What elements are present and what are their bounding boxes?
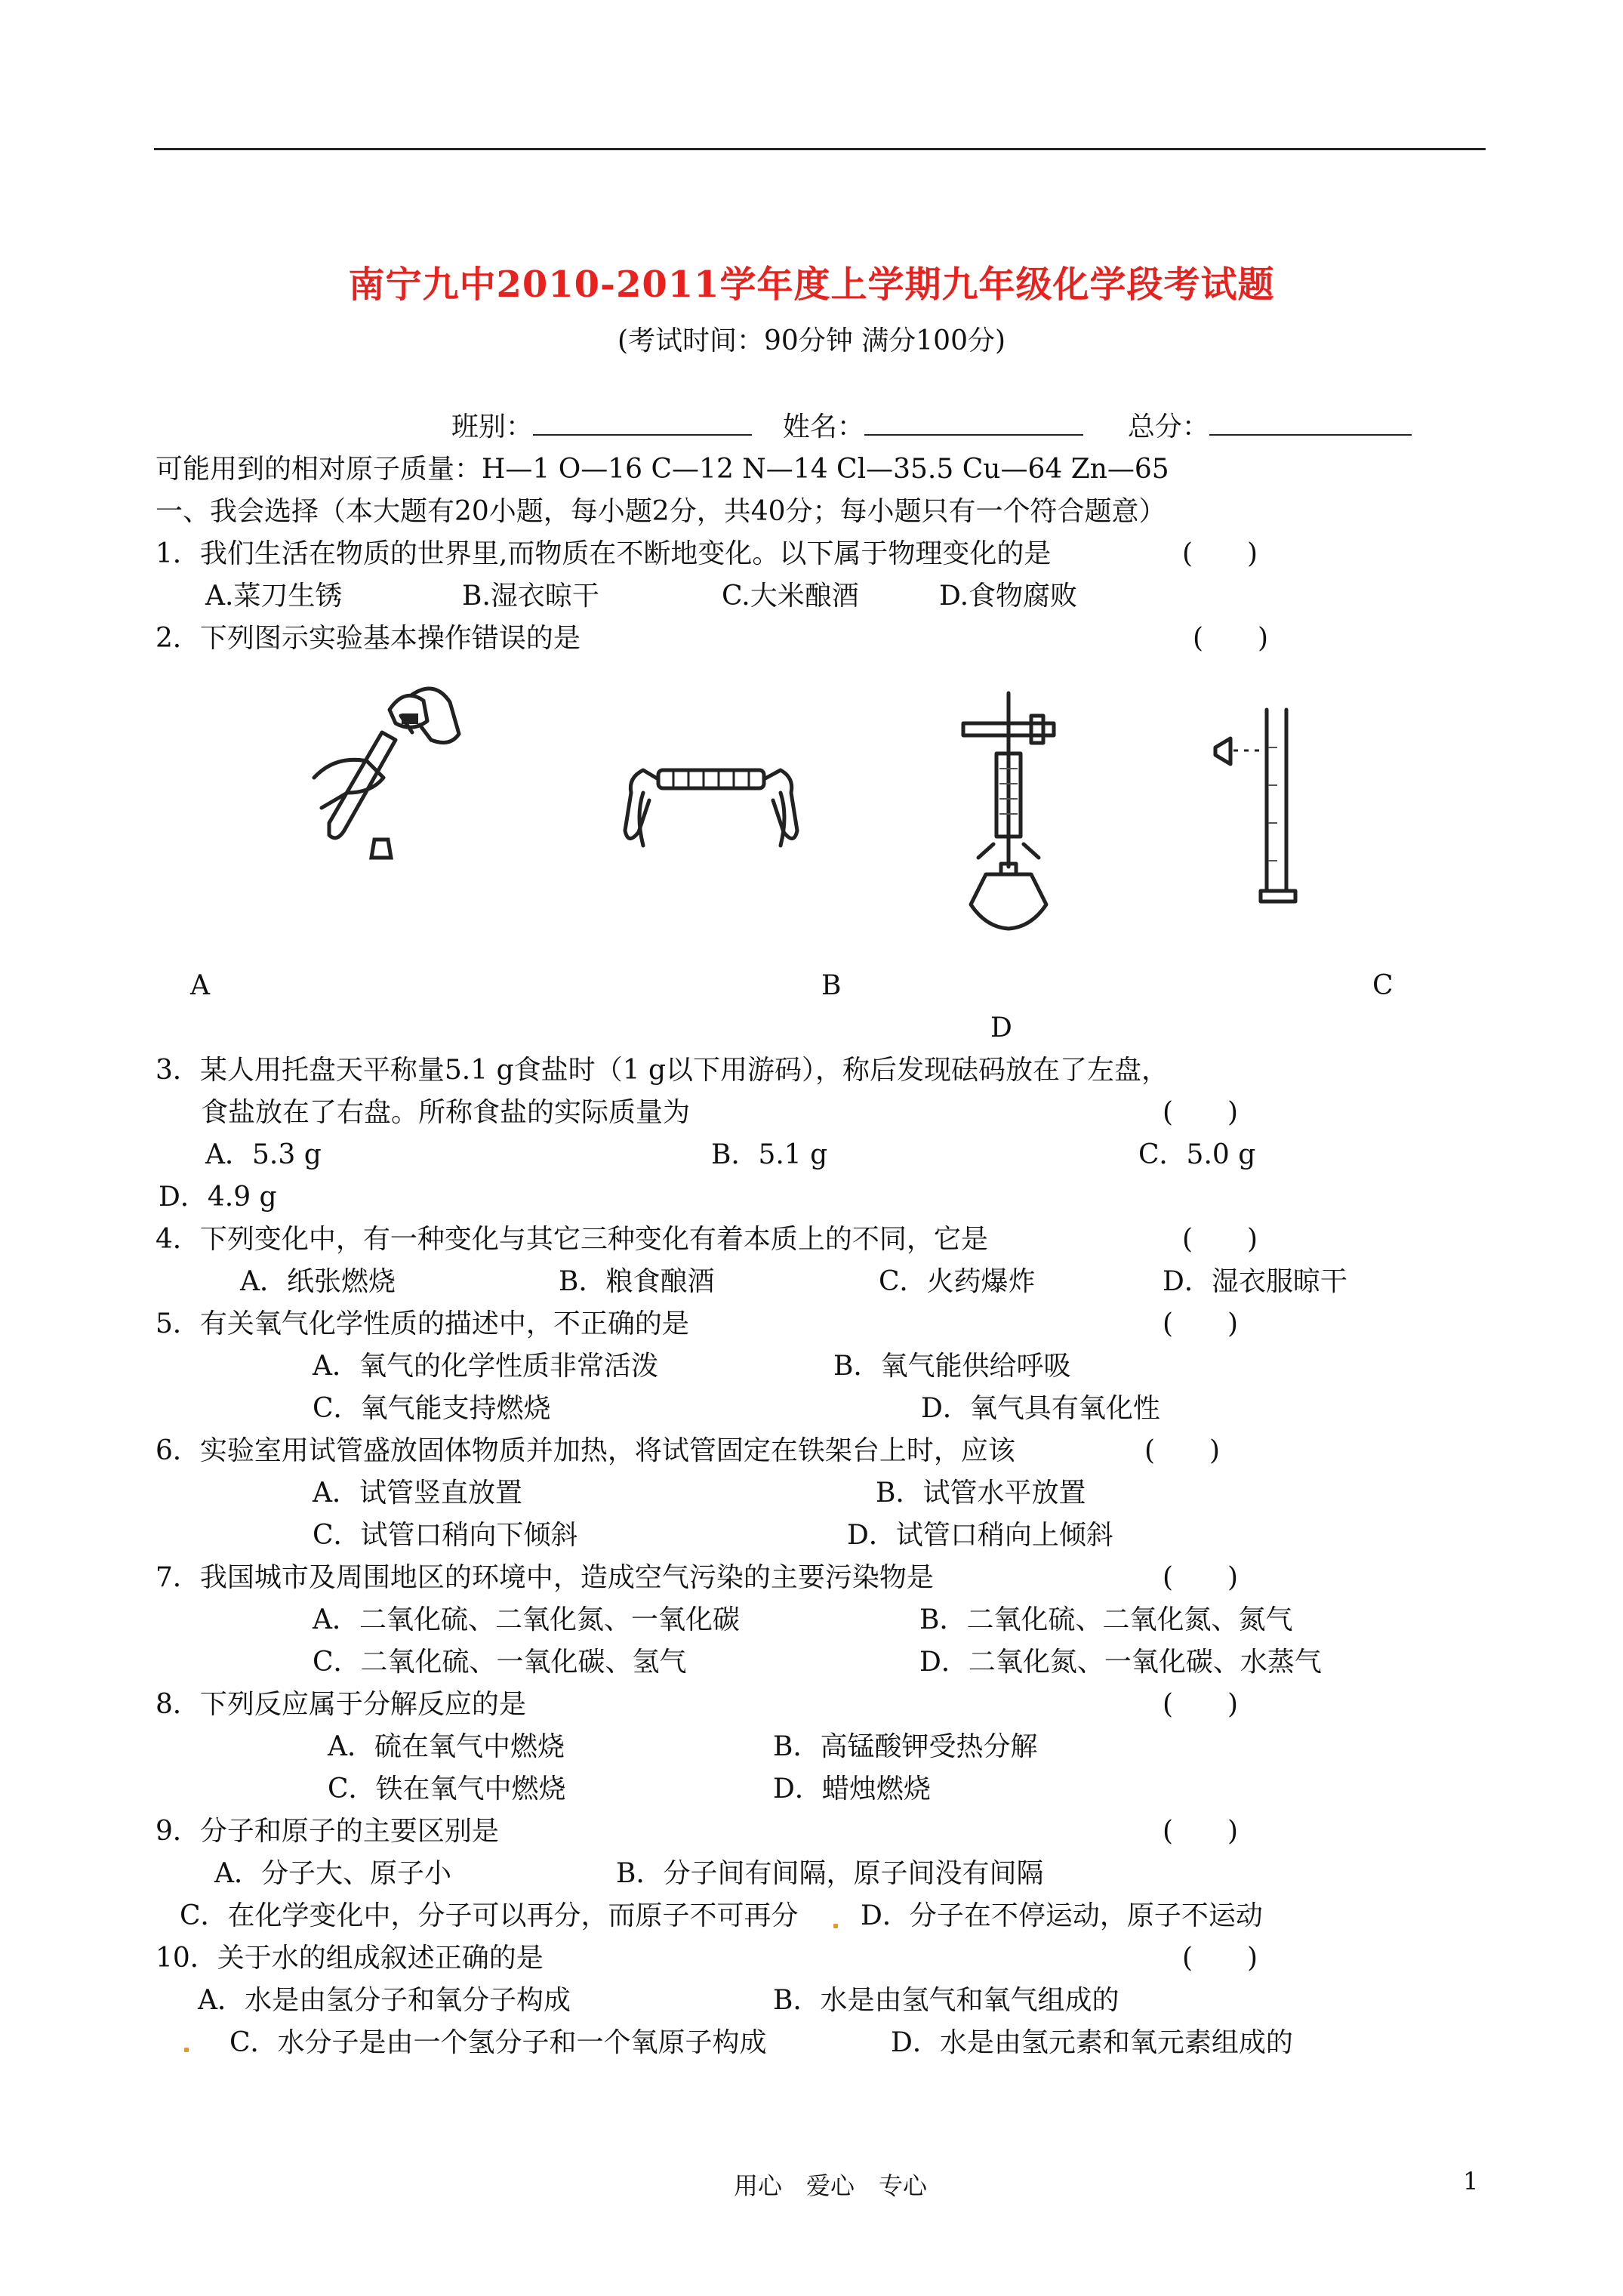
stray-mark [184, 2048, 189, 2052]
q4-answer-paren: ( ) [1182, 1224, 1258, 1255]
q9-stem: 9．分子和原子的主要区别是 [156, 1816, 499, 1847]
footer-motto: 用心 爱心 专心 [734, 2171, 928, 2200]
exam-subtitle: (考试时间：90分钟 满分100分) [617, 325, 1006, 356]
q5-option-d: D．氧气具有氧化性 [921, 1393, 1160, 1424]
class-label: 班别： [451, 411, 534, 442]
q1-option-c: C.大米酿酒 [722, 581, 859, 612]
q3-answer-paren: ( ) [1163, 1097, 1239, 1128]
q7-stem: 7．我国城市及周围地区的环境中，造成空气污染的主要污染物是 [156, 1562, 934, 1593]
q1-answer-paren: ( ) [1182, 538, 1258, 569]
q7-option-b: B．二氧化硫、二氧化氮、氮气 [919, 1604, 1293, 1635]
atomic-mass-line: 可能用到的相对原子质量：H—1 O—16 C—12 N—14 Cl—35.5 Cu—64 Zn—65 [156, 454, 1169, 485]
score-field[interactable] [1209, 411, 1412, 436]
score-label: 总分： [1127, 411, 1209, 442]
q5-option-c: C．氧气能支持燃烧 [313, 1393, 551, 1424]
q10-option-d: D．水是由氢元素和氧元素组成的 [891, 2027, 1293, 2058]
q10-stem: 10．关于水的组成叙述正确的是 [156, 1943, 544, 1974]
q7-option-c: C．二氧化硫、一氧化碳、氢气 [313, 1647, 687, 1678]
q4-option-c: C．火药爆炸 [879, 1266, 1036, 1297]
q6-option-b: B．试管水平放置 [876, 1478, 1086, 1509]
q5-stem: 5．有关氧气化学性质的描述中，不正确的是 [156, 1308, 689, 1339]
page-number: 1 [1463, 2167, 1479, 2196]
name-label: 姓名： [782, 411, 864, 442]
info-line [451, 411, 1412, 444]
q6-option-a: A．试管竖直放置 [313, 1478, 522, 1509]
q5-answer-paren: ( ) [1163, 1308, 1239, 1339]
q4-option-d: D．湿衣服晾干 [1163, 1266, 1347, 1297]
q5-option-b: B．氧气能供给呼吸 [833, 1351, 1071, 1382]
q8-option-b: B．高锰酸钾受热分解 [773, 1731, 1038, 1762]
header-rule [154, 148, 1486, 150]
q5-option-a: A．氧气的化学性质非常活泼 [313, 1351, 658, 1382]
q6-option-d: D．试管口稍向上倾斜 [847, 1520, 1113, 1551]
q3-option-a: A．5.3 g [205, 1139, 322, 1170]
figure-label-c: C [1372, 970, 1394, 1001]
figure-label-a: A [190, 970, 210, 1001]
q9-option-d: D．分子在不停运动，原子不运动 [861, 1900, 1263, 1931]
q10-option-a: A．水是由氢分子和氧分子构成 [198, 1985, 571, 2016]
figure-d-graduated-cylinder [1205, 702, 1310, 906]
q6-answer-paren: ( ) [1144, 1435, 1221, 1466]
q9-answer-paren: ( ) [1163, 1816, 1239, 1847]
q3-option-b: B．5.1 g [711, 1139, 828, 1170]
q9-option-b: B．分子间有间隔，原子间没有间隔 [616, 1858, 1044, 1889]
q8-option-c: C．铁在氧气中燃烧 [328, 1774, 566, 1804]
figure-label-b: B [821, 970, 842, 1001]
q9-option-a: A．分子大、原子小 [214, 1858, 451, 1889]
q10-option-c: C．水分子是由一个氢分子和一个氧原子构成 [229, 2027, 767, 2058]
q3-option-d: D．4.9 g [159, 1182, 277, 1213]
figure-label-d: D [990, 1012, 1012, 1043]
q8-option-a: A．硫在氧气中燃烧 [328, 1731, 565, 1762]
q2-answer-paren: ( ) [1193, 623, 1269, 654]
figure-c-heating-lamp [948, 686, 1069, 935]
q8-stem: 8．下列反应属于分解反应的是 [156, 1689, 526, 1720]
section-heading: 一、我会选择（本大题有20小题，每小题2分，共40分；每小题只有一个符合题意） [156, 496, 1166, 527]
stray-mark [833, 1924, 838, 1928]
q1-stem: 1．我们生活在物质的世界里,而物质在不断地变化。以下属于物理变化的是 [156, 538, 1052, 569]
q4-stem: 4．下列变化中，有一种变化与其它三种变化有着本质上的不同，它是 [156, 1224, 988, 1255]
q9-option-c: C．在化学变化中，分子可以再分，而原子不可再分 [180, 1900, 799, 1931]
q6-option-c: C．试管口稍向下倾斜 [313, 1520, 578, 1551]
figure-a-solid-addition [299, 664, 488, 891]
q7-option-d: D．二氧化氮、一氧化碳、水蒸气 [919, 1647, 1322, 1678]
q7-option-a: A．二氧化硫、二氧化氮、一氧化碳 [313, 1604, 740, 1635]
q1-option-d: D.食物腐败 [939, 581, 1078, 612]
q8-option-d: D．蜡烛燃烧 [773, 1774, 931, 1804]
q1-option-b: B.湿衣晾干 [462, 581, 599, 612]
figure-b-tube-connection [613, 747, 809, 876]
q3-stem-line2: 食盐放在了右盘。所称食盐的实际质量为 [201, 1097, 691, 1128]
q3-option-c: C．5.0 g [1138, 1139, 1256, 1170]
q10-option-b: B．水是由氢气和氧气组成的 [773, 1985, 1119, 2016]
q6-stem: 6．实验室用试管盛放固体物质并加热，将试管固定在铁架台上时，应该 [156, 1435, 1015, 1466]
name-field[interactable] [864, 411, 1083, 436]
q3-stem-line1: 3．某人用托盘天平称量5.1 g食盐时（1 g以下用游码），称后发现砝码放在了左盘， [156, 1055, 1169, 1086]
exam-title: 南宁九中2010-2011学年度上学期九年级化学段考试题 [348, 264, 1275, 306]
q8-answer-paren: ( ) [1163, 1689, 1239, 1720]
q4-option-a: A．纸张燃烧 [240, 1266, 396, 1297]
q4-option-b: B．粮食酿酒 [559, 1266, 715, 1297]
class-field[interactable] [533, 411, 752, 436]
q1-option-a: A.菜刀生锈 [205, 581, 343, 612]
q2-stem: 2．下列图示实验基本操作错误的是 [156, 623, 581, 654]
q10-answer-paren: ( ) [1182, 1943, 1258, 1974]
q7-answer-paren: ( ) [1163, 1562, 1239, 1593]
